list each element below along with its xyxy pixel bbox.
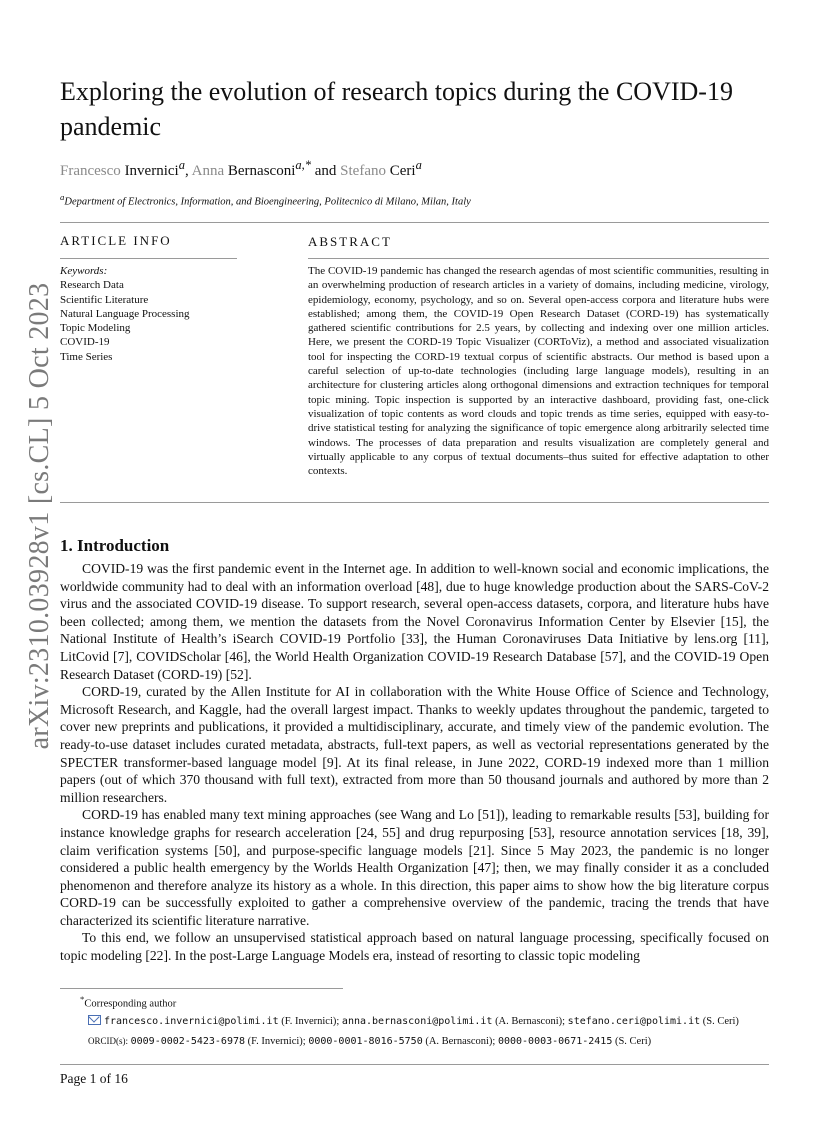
- author-first-name: Francesco: [60, 163, 121, 179]
- author-first-name: Anna: [191, 163, 225, 179]
- envelope-icon: [88, 1015, 101, 1025]
- affiliation: [60, 192, 780, 208]
- orcid-owner: (A. Bernasconi);: [425, 1035, 496, 1047]
- orcid-label: ORCID(s):: [88, 1035, 128, 1046]
- footnote-corresponding: Corresponding author: [84, 998, 177, 1010]
- email-owner: (A. Bernasconi);: [495, 1015, 566, 1027]
- affiliation-text: Department of Electronics, Information, and Bioengineering, Politecnico di Milano, Milan, Italy: [64, 196, 471, 208]
- footnotes: [60, 992, 769, 1049]
- author-affil-marker: a: [415, 158, 422, 172]
- orcid-owner: (S. Ceri): [614, 1035, 652, 1047]
- author-affil-marker: a: [178, 158, 185, 172]
- orcid-id[interactable]: 0000-0003-0671-2415: [497, 1035, 613, 1047]
- author-list: [60, 154, 780, 182]
- author-first-name: Stefano: [340, 163, 386, 179]
- email-link[interactable]: stefano.ceri@polimi.it: [567, 1015, 701, 1027]
- body-paragraph: To this end, we follow an unsupervised statistical approach based on natural language processing, specifically focused on topic modeling [22]. In the post-Large Language Models era, instead of resorting to classic topic modeling: [60, 930, 769, 964]
- keyword-item: Time Series: [60, 350, 113, 363]
- keywords-block: [60, 264, 240, 364]
- footer-divider: [60, 1064, 769, 1065]
- abstract-divider: [308, 258, 769, 259]
- keyword-item: COVID-19: [60, 336, 110, 349]
- page-number: Page 1 of 16: [60, 1071, 128, 1086]
- orcid-owner: (F. Invernici);: [247, 1035, 306, 1047]
- section-title: 1. Introduction: [60, 536, 170, 555]
- keyword-item: Research Data: [60, 279, 124, 292]
- article-info-heading: ARTICLE INFO: [60, 233, 172, 248]
- email-owner: (S. Ceri): [702, 1015, 739, 1027]
- footnote-marker: *: [80, 994, 85, 1004]
- body-paragraph: CORD-19 has enabled many text mining approaches (see Wang and Lo [51]), leading to remarkable results [53], building for instance knowledge graphs for research acceleration [24, 55] and drug repurposing [53], resource annotation services [18, 39], claim verification systems [50], and purpose-specific language models [21]. Since 5 May 2023, the pandemic is no longer considered a public health emergency by the Worlds Health Organization [47]; then, we may finally consider it as a concluded phenomenon and therefore analyze its history as a whole. In this direction, this paper aims to show how the big literature corpus CORD-19 can be successfully exploited to gather a comprehensive overview of the pandemic, tracing the trends that have characterized its scientific literature narrative.: [60, 807, 769, 928]
- email-owner: (F. Invernici);: [281, 1015, 340, 1027]
- header-divider: [60, 222, 769, 223]
- author-last-name: Bernasconi: [227, 163, 296, 179]
- article-info-divider: [60, 258, 237, 259]
- arxiv-stamp: arXiv:2310.03928v1 [cs.CL] 5 Oct 2023: [24, 282, 55, 750]
- author-last-name: Ceri: [389, 163, 416, 179]
- paper-title: Exploring the evolution of research topics during the COVID-19 pandemic: [60, 77, 733, 141]
- author-separator: ,: [184, 163, 189, 179]
- abstract-text: The COVID-19 pandemic has changed the research agendas of most scientific communities, resulting in an overwhelming production of research articles in a variety of domains, including medicine, virology, epidemiology, economy, psychology, and so on. Several open-access corpora and literature hubs were established; among them, the COVID-19 Open Research Dataset (CORD-19) has systematically gathered scientific contributions for 2.5 years, by collecting and indexing over one million articles. Here, we present the CORD-19 Topic Visualizer (CORToViz), a method and associated visualization tool for inspecting the CORD-19 textual corpus of scientific abstracts. Our method is based upon a careful selection of up-to-date technologies (including large language models), resulting in an architecture for clustering articles along orthogonal dimensions and extraction techniques for temporal topic mining. Topic inspection is supported by an interactive dashboard, providing fast, one-click visualization of topic contents as word clouds and topic trends as time series, equipped with easy-to-drive statistical testing for analyzing the significance of topic emergence along arbitrarily selected time windows. The processes of data preparation and results visualization are completely general and virtually applicable to any corpus of textual documents–thus suited for effective adaptation to other contexts.: [308, 265, 769, 478]
- author-and: and: [314, 163, 337, 179]
- abstract-heading: ABSTRACT: [308, 234, 392, 249]
- abstract-bottom-divider: [60, 502, 769, 503]
- body-paragraph: CORD-19, curated by the Allen Institute for AI in collaboration with the White House Office of Science and Technology, Microsoft Research, and Kaggle, had the overall largest impact. Thanks to weekly updates throughout the pandemic, targeted to cover new preprints and publications, it provided a multidisciplinary, accurate, and timely view of the pandemic evolution. The ready-to-use dataset includes curated metadata, abstracts, full-text papers, as well as vectorial representations generated by the SPECTER transformer-based language model [9]. At its final release, in June 2022, CORD-19 indexed more than 1 million papers (out of which 370 thousand with full text), extracted from more than 50 thousand journals and authored by more than 2 million researchers.: [60, 684, 769, 805]
- author-last-name: Invernici: [124, 163, 179, 179]
- email-link[interactable]: anna.bernasconi@polimi.it: [341, 1015, 493, 1027]
- keywords-label: Keywords:: [60, 265, 108, 277]
- email-link[interactable]: francesco.invernici@polimi.it: [104, 1015, 279, 1027]
- orcid-id[interactable]: 0009-0002-5423-6978: [130, 1035, 246, 1047]
- orcid-id[interactable]: 0000-0001-8016-5750: [308, 1035, 423, 1047]
- body-text: [60, 560, 769, 965]
- footnote-divider: [60, 988, 343, 989]
- author-affil-marker: a,*: [295, 158, 311, 172]
- body-paragraph: COVID-19 was the first pandemic event in the Internet age. In addition to well-known social and economic implications, the worldwide community had to deal with an information overload [48], due to huge knowledge production about the SARS-CoV-2 virus and the associated COVID-19 disease. To support research, several open-access datasets, corpora, and literature hubs have been collected; among them, we mention the datasets from the Novel Coronavirus Information Center by Elsevier [15], the National Institute of Health’s iSearch COVID-19 Portfolio [33], the Human Coronaviruses Data Initiative by lens.org [11], LitCovid [7], COVIDScholar [46], the World Health Organization COVID-19 Research Database [57], and the COVID-19 Open Research Dataset (CORD-19) [52].: [60, 561, 769, 682]
- keyword-item: Topic Modeling: [60, 322, 131, 335]
- keyword-item: Scientific Literature: [60, 293, 149, 306]
- keyword-item: Natural Language Processing: [60, 307, 190, 320]
- affiliation-marker: a: [60, 192, 65, 202]
